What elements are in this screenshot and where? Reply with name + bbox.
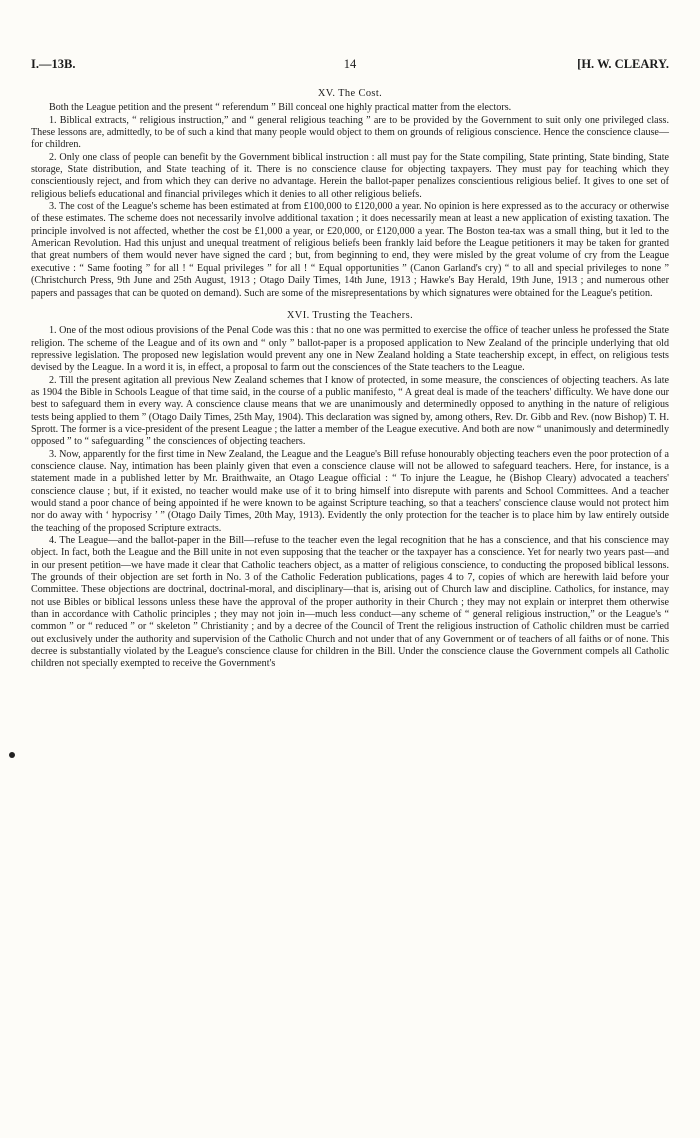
page-header <box>31 57 669 75</box>
paragraph: Both the League petition and the present “ referendum ” Bill conceal one highly practical matter from the electors. <box>49 102 512 114</box>
section-heading: XVI. Trusting the Teachers. <box>286 309 414 321</box>
paragraph: 3. The cost of the League's scheme has been estimated at from £100,000 to £120,000 a year. No opinion is here expressed as to the accuracy or otherwise of these estimates. The scheme does not necessarily involve additional taxation ; it does necessarily mean at least a new application of existing taxation. The principle involved is not affected, whether the cost be £1,000 a year, or £20,000, or £120,000 a year. The Boston tea-tax was a small thing, but it led to the American Revolution. Had this unjust and unequal treatment of religious beliefs been frankly laid before the League petitioners it may be taken for granted that great numbers of them would never have signed the card ; but, from beginning to end, they were misled by the great volume of cry from the League executive : “ Same footing ” for all ! “ Equal privileges ” for all ! “ Equal opportunities ” (Canon Garland's cry) “ to all and special privileges to none ” (Christchurch Press, 9th June and 25th August, 1913 ; Otago Daily Times, 14th June, 1913 ; Hawke's Bay Herald, 19th June, 1913 ; and numerous other papers and passages that can be quoted on demand). Such are some of the misrepresentations by which signatures were obtained for the League's petition. <box>31 201 669 299</box>
paragraph: 1. One of the most odious provisions of the Penal Code was this : that no one was permitted to exercise the office of teacher unless he professed the State religion. The scheme of the League and of its own and “ only ” ballot-paper is a proposed application to New Zealand of the principle underlying that old repressive legislation. The proposed new legislation would prevent any one in New Zealand holding a State teachership except, in effect, on religious tests devised by the League. In a word it is, in effect, a proposal to farm out the consciences of the State teachers to the League. <box>31 325 669 374</box>
paragraph: 1. Biblical extracts, “ religious instruction,” and “ general religious teaching ” are to be provided by the Government to suit only one privileged class. These lessons are, admittedly, to be of such a kind that many people would object to them on grounds of religious conscience. Hence the conscience clause—for children. <box>31 114 669 151</box>
author-reference: [H. W. CLEARY. <box>577 57 669 71</box>
paragraph: 2. Till the present agitation all previous New Zealand schemes that I know of protected, in some measure, the consciences of objecting teachers. As late as 1904 the Bible in Schools League of that time said, in the course of a public manifesto, “ A great deal is made of the teachers' difficulty. We have done our best to safeguard them in every way. A conscience clause means that we are unanimously and determinedly opposed to anything in the nature of religious tests being applied to them ” (Otago Daily Times, 25th May, 1904). This declaration was signed by, among others, Rev. Dr. Gibb and Rev. (now Bishop) T. H. Sprott. The former is a vice-president of the present League ; the latter a member of the League executive. And both are now “ unanimously and determinedly opposed ” to “ safeguarding ” the consciences of objecting teachers. <box>31 374 669 448</box>
margin-mark <box>9 752 15 758</box>
paragraph: 4. The League—and the ballot-paper in the Bill—refuse to the teacher even the legal recognition that he has a conscience, and that his conscience may object. In fact, both the League and the Bill unite in not even supposing that the teacher or the taxpayer has a conscience. Yet for nearly two years past—and in our present petition—we have made it clear that Catholic teachers object, as a matter of religious conscience, to conducting the proposed biblical lessons. The grounds of their objection are set forth in No. 3 of the Catholic Federation publications, pages 4 to 7, copies of which are herewith laid before your Committee. These objections are doctrinal, doctrinal-moral, and disciplinary—that is, arising out of Church law and discipline. Catholics, for instance, may not use Bibles or biblical lessons unless these have the approval of the proper authority in their Church ; they may not explain or interpret them otherwise than in accordance with Catholic principles ; they may not join in—much less conduct—any scheme of “ general religious instruction,” or the League's “ common ” or “ reduced ” or “ skeleton ” Christianity ; and by a decree of the Council of Trent the religious instruction of Catholic children must be carried out exclusively under the authority and supervision of the Catholic Church and not under that of any Government or of teachers of all faiths or of none. This decree is substantially violated by the League's conscience clause for children in the Bill. Under the conscience clause the Government compels all Catholic children not specially exempted to receive the Government's <box>31 535 669 670</box>
page-number: 14 <box>343 57 357 71</box>
paragraph: 3. Now, apparently for the first time in New Zealand, the League and the League's Bill refuse honourably objecting teachers even the poor protection of a conscience clause. Nay, intimation has been plainly given that even a conscience clause will not be allowed to safeguard teachers. Here, for instance, is a statement made in a published letter by Mr. Braithwaite, an Otago League official : “ To injure the League, he (Bishop Cleary) advocated a teachers' conscience clause ; but, if it existed, no teacher would make use of it to bring himself into disrepute with parents and School Committees. And a teacher would stand a poor chance of being appointed if he were known to be against Scripture teaching, so that a teachers' conscience clause would not protect him nor do away with ‘ hypocrisy ’ ” (Otago Daily Times, 20th May, 1913). Evidently the only protection for the teacher is to place him by law entirely outside the teaching of the proposed Scripture extracts. <box>31 448 669 534</box>
paper-reference: I.—13B. <box>31 57 76 71</box>
paragraph: 2. Only one class of people can benefit by the Government biblical instruction : all must pay for the State compiling, State printing, State binding, State storage, State distribution, and State teaching of it. There is no conscience clause for objecting taxpayers. They must pay for teaching which they conscientiously reject, and from which they can derive no advantage. Herein the ballot-paper penalizes conscientious religious belief. It gives to one set of religious beliefs educational and financial privileges which it denies to all other religious beliefs. <box>31 151 669 200</box>
body-text <box>31 88 669 671</box>
section-heading: XV. The Cost. <box>317 88 383 99</box>
